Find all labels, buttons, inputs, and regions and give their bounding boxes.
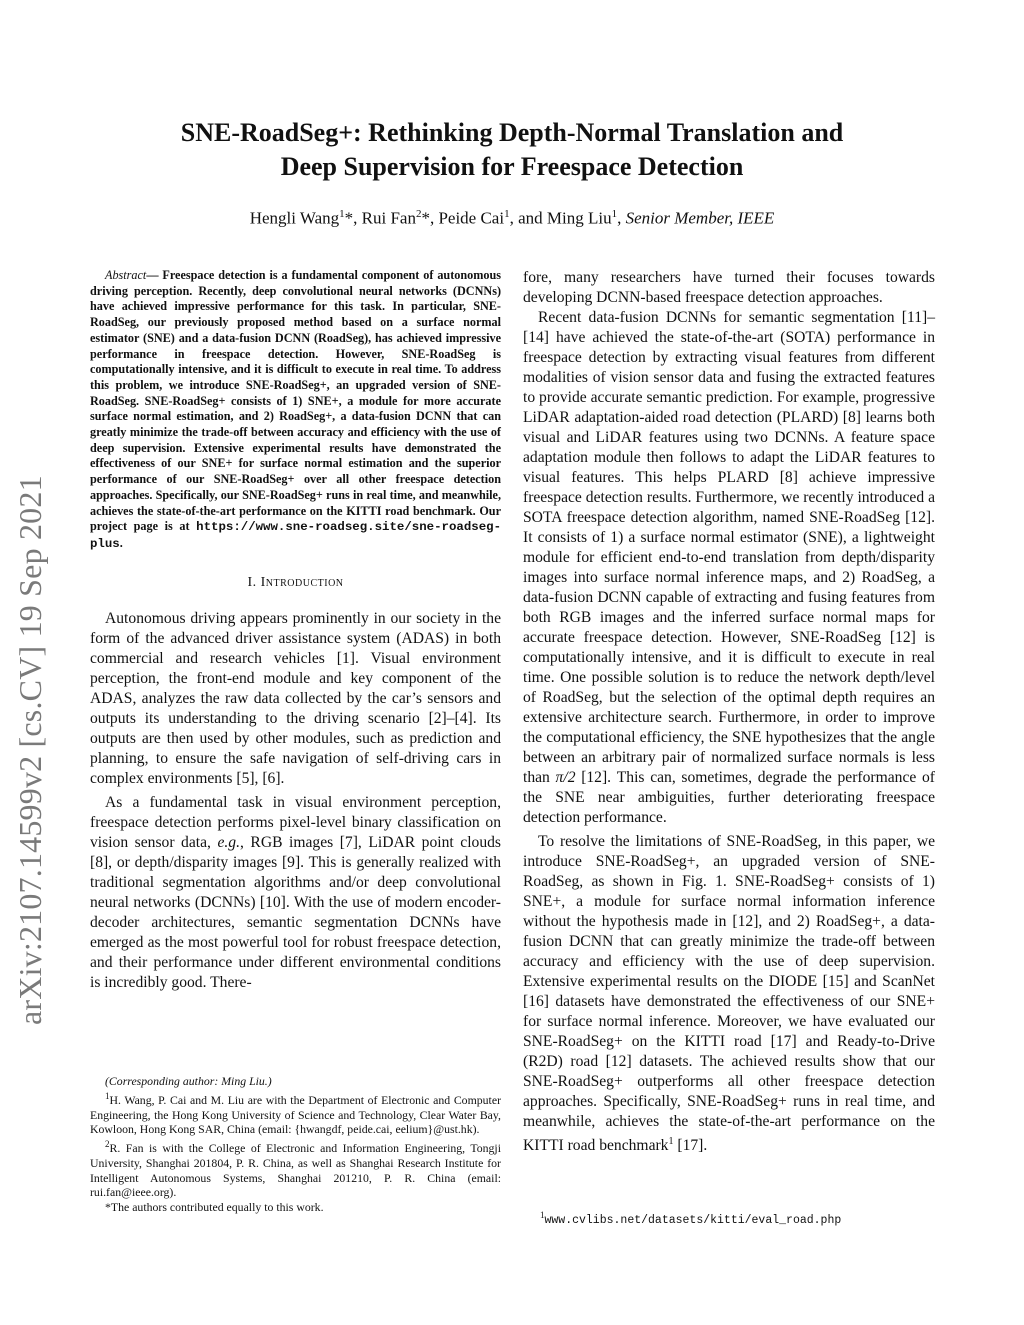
affiliation-mark: 1 [611, 208, 618, 220]
section-heading: I. Introduction [247, 574, 344, 590]
paragraph-text: [17]. [673, 1137, 708, 1155]
footnote-url [540, 1210, 841, 1227]
paper-title [120, 116, 904, 184]
affiliation-mark: 1 [339, 208, 345, 220]
author-name: Rui Fan [361, 208, 416, 228]
paragraph: Autonomous driving appears prominently in our society in the form of the advanced driver assistance system (ADAS) in both commercial and research vehicles [1]. Visual environment perception, the front-end module and key component of the ADAS, analyzes the raw data collected by the car’s sensors and outputs its understanding to the driving scenario [2]–[4]. Its outputs are then used by other modules, such as prediction and planning, to ensure the safe navigation of self-driving cars in complex environments [5], [6]. [90, 609, 501, 787]
left-column [90, 268, 501, 993]
author-separator: , [617, 208, 626, 228]
paragraph-text: , RGB images [7], LiDAR point clouds [8], or depth/disparity images [9]. This is generally realized with traditional segmentation algorithms and/or deep convolutional neural networks (DCNNs) [10]. With the use of modern encoder-decoder architectures, semantic segmentation DCNNs have emerged as the most powerful tool for robust freespace detection, and their performance under different environmental conditions is incredibly good. There- [90, 833, 501, 991]
title-line-2: Deep Supervision for Freespace Detection [280, 152, 744, 181]
arxiv-identifier: arXiv:2107.14599v2 [cs.CV] 19 Sep 2021 [12, 475, 48, 1025]
abstract-label: Abstract [105, 268, 147, 282]
footnote-text: H. Wang, P. Cai and M. Liu are with the Department of Electronic and Computer Engineering, the Hong Kong University of Science and Technology, Clear Water Bay, Kowloon, Hong Kong SAR, China (email: {hwangdf, peide.cai, eelium}@ust.hk). [90, 1092, 501, 1137]
footnotes [90, 1074, 501, 1215]
corresponding-author: (Corresponding author: Ming Liu.) [105, 1074, 272, 1088]
abstract-text: — Freespace detection is a fundamental component of autonomous driving perception. Recently, deep convolutional neural networks (DCNNs) have achieved impressive performance for this task. In particular, SNE-RoadSeg, our previously proposed method based on a surface normal estimator (SNE) and a data-fusion DCNN (RoadSeg), has achieved impressive performance in freespace detection. However, SNE-RoadSeg is computationally intensive, and it is difficult to execute in real time. To address this problem, we introduce SNE-RoadSeg+, an upgraded version of SNE-RoadSeg. SNE-RoadSeg+ consists of 1) SNE+, a module for more accurate surface normal estimation, and 2) RoadSeg+, a data-fusion DCNN that can greatly minimize the trade-off between accuracy and efficiency with the use of deep supervision. Extensive experimental results have demonstrated the effectiveness of our SNE+ for surface normal estimation and the superior performance of our SNE-RoadSeg+ over all other freespace detection approaches. Specifically, our SNE-RoadSeg+ runs in real time, and meanwhile, achieves the state-of-the-art performance on the KITTI road benchmark. Our project page is at [90, 268, 501, 534]
author-name: Peide Cai [438, 208, 505, 228]
affiliation-mark: 2 [415, 208, 422, 220]
footnote-mark: 1 [540, 1210, 545, 1220]
kitti-url-link[interactable]: www.cvlibs.net/datasets/kitti/eval_road.php [544, 1213, 842, 1227]
footnote-mark: 2 [105, 1139, 110, 1150]
author-separator: *, [344, 208, 362, 228]
abstract-end: . [119, 535, 123, 550]
footnote-mark: 1 [105, 1090, 110, 1101]
affiliation-mark: 1 [504, 208, 510, 220]
footnote [90, 1137, 501, 1200]
footnote-mark: 1 [668, 1136, 674, 1147]
footnote: *The authors contributed equally to this work. [105, 1200, 324, 1215]
author-separator: *, [421, 208, 439, 228]
abstract [90, 268, 501, 553]
paragraph [523, 308, 935, 828]
title-line-1: SNE-RoadSeg+: Rethinking Depth-Normal Translation and [180, 118, 844, 147]
author-list [120, 208, 904, 229]
paragraph-text: [12]. This can, sometimes, degrade the performance of the SNE near ambiguities, further deteriorating freespace detection performance. [523, 769, 935, 826]
paragraph-text: Recent data-fusion DCNNs for semantic segmentation [11]–[14] have achieved the state-of-the-art (SOTA) performance in freespace detection by extracting visual features from different modalities of vision sensor data and fusing the extracted features to provide accurate semantic prediction. For example, progressive LiDAR adaptation-aided road detection (PLARD) [8] learns both visual and LiDAR features using two DCNNs. A feature space adaptation module then follows to adapt the LiDAR features to visual features. This helps PLARD [8] achieve impressive freespace detection results. Furthermore, we recently introduced a SOTA freespace detection algorithm, named SNE-RoadSeg [12]. It consists of 1) a surface normal estimator (SNE), a lightweight module for efficient end-to-end translation from depth/disparity images into surface normal inference maps, and 2) RoadSeg, a data-fusion DCNN capable of extracting and fusing features from both RGB images and the inferred surface normal maps for accurate freespace detection. However, SNE-RoadSeg [12] is computationally intensive, and it is difficult to execute in real time. One possible solution is to reduce the network depth/level of RoadSeg, but the selection of the optimal depth requires an extensive architecture search. Furthermore, in order to improve the computational efficiency, the SNE hypothesizes that the angle between an arbitrary pair of normalized surface normals is less than [523, 309, 935, 786]
paragraph-text: To resolve the limitations of SNE-RoadSeg, in this paper, we introduce SNE-RoadSeg+, an upgraded version of SNE-RoadSeg, as shown in Fig. 1. SNE-RoadSeg+ consists of 1) SNE+, a module for surface normal information inference without the hypothesis made in [12], and 2) RoadSeg+, a data-fusion DCNN that can greatly minimize the trade-off between accuracy and efficiency with the use of deep supervision. Extensive experimental results on the DIODE [15] and ScanNet [16] datasets have demonstrated the effectiveness of our SNE+ for surface normal inference. Moreover, we have evaluated our SNE-RoadSeg+ on the KITTI road [17] and Ready-to-Drive (R2D) road [12] datasets. The achieved results show that our SNE-RoadSeg+ outperforms all other freespace detection approaches. Specifically, SNE-RoadSeg+ runs in real time, and meanwhile, achieves the state-of-the-art performance on the KITTI road benchmark [523, 833, 935, 1155]
paragraph-text: As a fundamental task in visual environment perception, freespace detection performs pixel-level binary classification on vision sensor data, [90, 793, 501, 851]
emphasis: e.g. [217, 833, 240, 851]
author-name: Ming Liu [546, 208, 612, 228]
paragraph [90, 793, 501, 993]
paragraph: fore, many researchers have turned their focuses towards developing DCNN-based freespace detection approaches. [523, 269, 935, 306]
project-url-link[interactable]: https://www.sne-roadseg.site/sne-roadseg-plus [90, 520, 501, 551]
author-separator: , and [509, 208, 547, 228]
footnote-text: R. Fan is with the College of Electronic and Information Engineering, Tongji University, Shanghai 201804, P. R. China, as well as Shanghai Research Institute for Intelligent Autonomous Systems, Shanghai 201210, P. R. China (email: rui.fan@ieee.org). [90, 1141, 501, 1200]
right-column [523, 268, 935, 1156]
math-inline: π/2 [555, 769, 576, 786]
ieee-grade: Senior Member, IEEE [625, 208, 775, 228]
footnote [90, 1089, 501, 1137]
author-name: Hengli Wang [249, 208, 340, 228]
paragraph [523, 832, 935, 1156]
